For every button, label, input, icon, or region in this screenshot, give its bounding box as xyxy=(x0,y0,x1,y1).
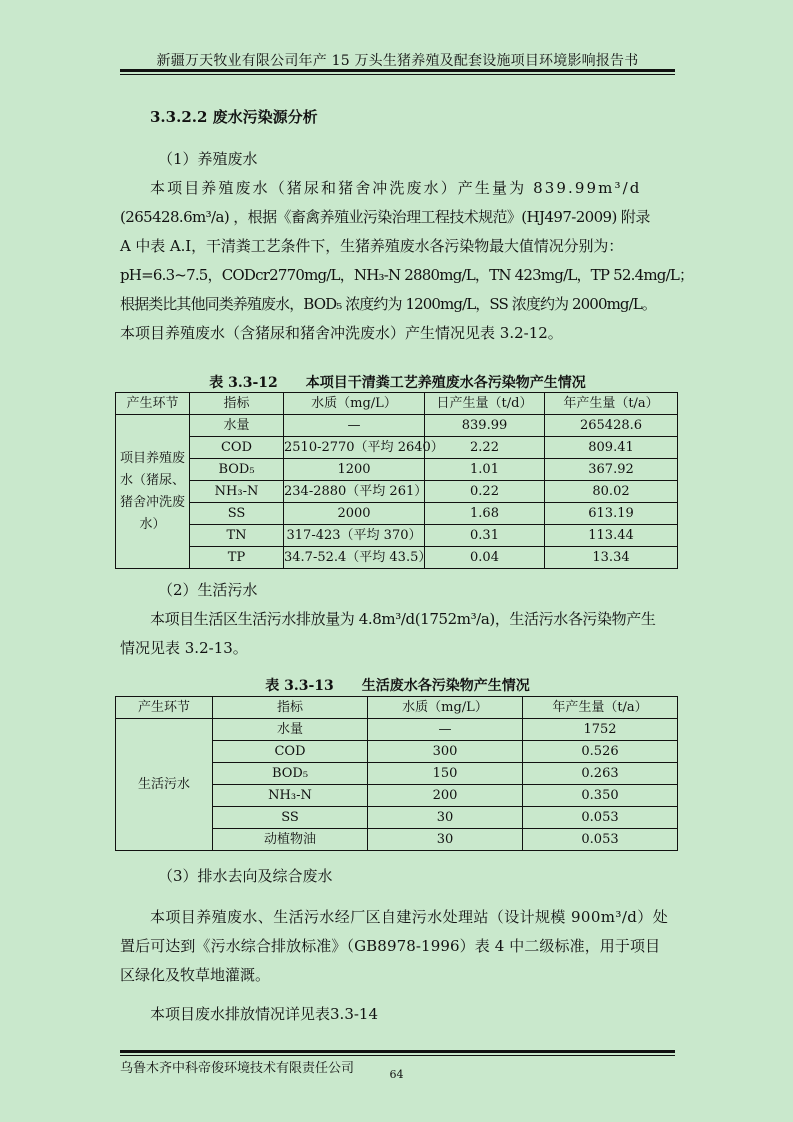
header-rule-thin xyxy=(120,74,675,75)
indicator-cell: TP xyxy=(190,547,284,569)
column-header: 指标 xyxy=(190,393,284,415)
page-number: 64 xyxy=(389,1068,404,1081)
daily-cell: 839.99 xyxy=(425,415,545,437)
text-line: pH=6.3~7.5，CODcr2770mg/L，NH₃-N 2880mg/L，TN 423mg/L，TP 52.4mg/L； xyxy=(120,266,694,284)
indicator-cell: NH₃-N xyxy=(213,785,368,807)
indicator-cell: TN xyxy=(190,525,284,547)
indicator-cell: BOD₅ xyxy=(213,763,368,785)
text-line: 置后可达到《污水综合排放标准》（GB8978-1996）表 4 中二级标准，用于项目 xyxy=(120,937,661,955)
quality-cell: 234-2880（平均 261） xyxy=(284,481,425,503)
column-header: 产生环节 xyxy=(116,697,213,719)
daily-cell: 0.31 xyxy=(425,525,545,547)
annual-cell: 80.02 xyxy=(545,481,678,503)
annual-cell: 265428.6 xyxy=(545,415,678,437)
text-line: 本项目养殖废水、生活污水经厂区自建污水处理站（设计规模 900m³/d）处 xyxy=(150,908,669,926)
group-label: 项目养殖废水（猪尿、猪舍冲洗废水） xyxy=(116,415,190,569)
annual-cell: 0.263 xyxy=(523,763,678,785)
quality-cell: 1200 xyxy=(284,459,425,481)
footer-rule-thin xyxy=(120,1055,675,1056)
table1-number: 表 3.3-12 xyxy=(209,375,278,391)
quality-cell: 200 xyxy=(368,785,523,807)
table2-title: 生活废水各污染物产生情况 xyxy=(361,678,530,694)
daily-cell: 0.04 xyxy=(425,547,545,569)
table-header-row xyxy=(116,393,678,415)
subsection-heading-breeding: （1）养殖废水 xyxy=(158,150,258,168)
text-line: 本项目养殖废水（猪尿和猪舍冲洗废水）产生量为 839.99m³/d xyxy=(150,179,642,197)
table-row xyxy=(116,437,678,459)
indicator-cell: SS xyxy=(190,503,284,525)
indicator-cell: SS xyxy=(213,807,368,829)
quality-cell: 317-423（平均 370） xyxy=(284,525,425,547)
indicator-cell: 水量 xyxy=(190,415,284,437)
text-line: 本项目生活区生活污水排放量为 4.8m³/d(1752m³/a)，生活污水各污染物产生 xyxy=(150,610,656,628)
text-line: 区绿化及牧草地灌溉。 xyxy=(120,966,271,984)
table-row xyxy=(116,719,678,741)
group-label: 生活污水 xyxy=(116,719,213,851)
column-header: 水质（mg/L） xyxy=(284,393,425,415)
column-header: 年产生量（t/a） xyxy=(545,393,678,415)
quality-cell: 2510-2770（平均 2640） xyxy=(284,437,425,459)
quality-cell: 30 xyxy=(368,807,523,829)
daily-cell: 1.68 xyxy=(425,503,545,525)
paragraph-domestic-sewage xyxy=(120,605,676,663)
annual-cell: 0.350 xyxy=(523,785,678,807)
table-row xyxy=(116,503,678,525)
paragraph-discharge xyxy=(120,903,676,990)
daily-cell: 1.01 xyxy=(425,459,545,481)
table-row xyxy=(116,525,678,547)
table2-caption xyxy=(120,675,675,695)
daily-cell: 2.22 xyxy=(425,437,545,459)
annual-cell: 113.44 xyxy=(545,525,678,547)
section-heading: 3.3.2.2 废水污染源分析 xyxy=(150,108,318,126)
indicator-cell: BOD₅ xyxy=(190,459,284,481)
column-header: 指标 xyxy=(213,697,368,719)
annual-cell: 367.92 xyxy=(545,459,678,481)
subsection-heading-discharge: （3）排水去向及综合废水 xyxy=(158,867,333,885)
indicator-cell: COD xyxy=(190,437,284,459)
annual-cell: 809.41 xyxy=(545,437,678,459)
annual-cell: 0.053 xyxy=(523,829,678,851)
annual-cell: 1752 xyxy=(523,719,678,741)
paragraph-breeding-wastewater xyxy=(120,174,694,348)
table1-caption xyxy=(120,372,675,392)
annual-cell: 13.34 xyxy=(545,547,678,569)
quality-cell: 300 xyxy=(368,741,523,763)
column-header: 产生环节 xyxy=(116,393,190,415)
table-header-row xyxy=(116,697,678,719)
table-row xyxy=(116,481,678,503)
indicator-cell: 动植物油 xyxy=(213,829,368,851)
column-header: 日产生量（t/d） xyxy=(425,393,545,415)
quality-cell: — xyxy=(368,719,523,741)
annual-cell: 613.19 xyxy=(545,503,678,525)
quality-cell: — xyxy=(284,415,425,437)
table-row xyxy=(116,415,678,437)
footer-rule-thick xyxy=(120,1050,675,1053)
quality-cell: 34.7-52.4（平均 43.5） xyxy=(284,547,425,569)
table-domestic-pollutants xyxy=(115,696,678,851)
document-header-title: 新疆万天牧业有限公司年产 15 万头生猪养殖及配套设施项目环境影响报告书 xyxy=(156,53,639,69)
text-line: 本项目废水排放情况详见表3.3-14 xyxy=(150,1005,379,1023)
indicator-cell: COD xyxy=(213,741,368,763)
indicator-cell: 水量 xyxy=(213,719,368,741)
text-line: 本项目养殖废水（含猪尿和猪舍冲洗废水）产生情况见表 3.2-12。 xyxy=(120,324,563,342)
paragraph-table-reference xyxy=(120,1000,676,1029)
quality-cell: 2000 xyxy=(284,503,425,525)
quality-cell: 150 xyxy=(368,763,523,785)
table1-title: 本项目干清粪工艺养殖废水各污染物产生情况 xyxy=(305,375,586,391)
indicator-cell: NH₃-N xyxy=(190,481,284,503)
annual-cell: 0.053 xyxy=(523,807,678,829)
subsection-heading-domestic: （2）生活污水 xyxy=(158,581,258,599)
table-breeding-pollutants xyxy=(115,392,678,569)
text-line: 根据类比其他同类养殖废水，BOD₅ 浓度约为 1200mg/L，SS 浓度约为 2000mg/L。 xyxy=(120,295,656,313)
table2-number: 表 3.3-13 xyxy=(265,678,334,694)
text-line: (265428.6m³/a) ，根据《畜禽养殖业污染治理工程技术规范》(HJ497-2009) 附录 xyxy=(120,208,650,226)
daily-cell: 0.22 xyxy=(425,481,545,503)
table-row xyxy=(116,547,678,569)
text-line: 情况见表 3.2-13。 xyxy=(120,639,248,657)
annual-cell: 0.526 xyxy=(523,741,678,763)
header-rule-thick xyxy=(120,69,675,72)
column-header: 年产生量（t/a） xyxy=(523,697,678,719)
table-row xyxy=(116,459,678,481)
footer-company: 乌鲁木齐中科帝俊环境技术有限责任公司 xyxy=(120,1061,355,1076)
quality-cell: 30 xyxy=(368,829,523,851)
column-header: 水质（mg/L） xyxy=(368,697,523,719)
text-line: A 中表 A.I，干清粪工艺条件下，生猪养殖废水各污染物最大值情况分别为： xyxy=(120,237,624,255)
